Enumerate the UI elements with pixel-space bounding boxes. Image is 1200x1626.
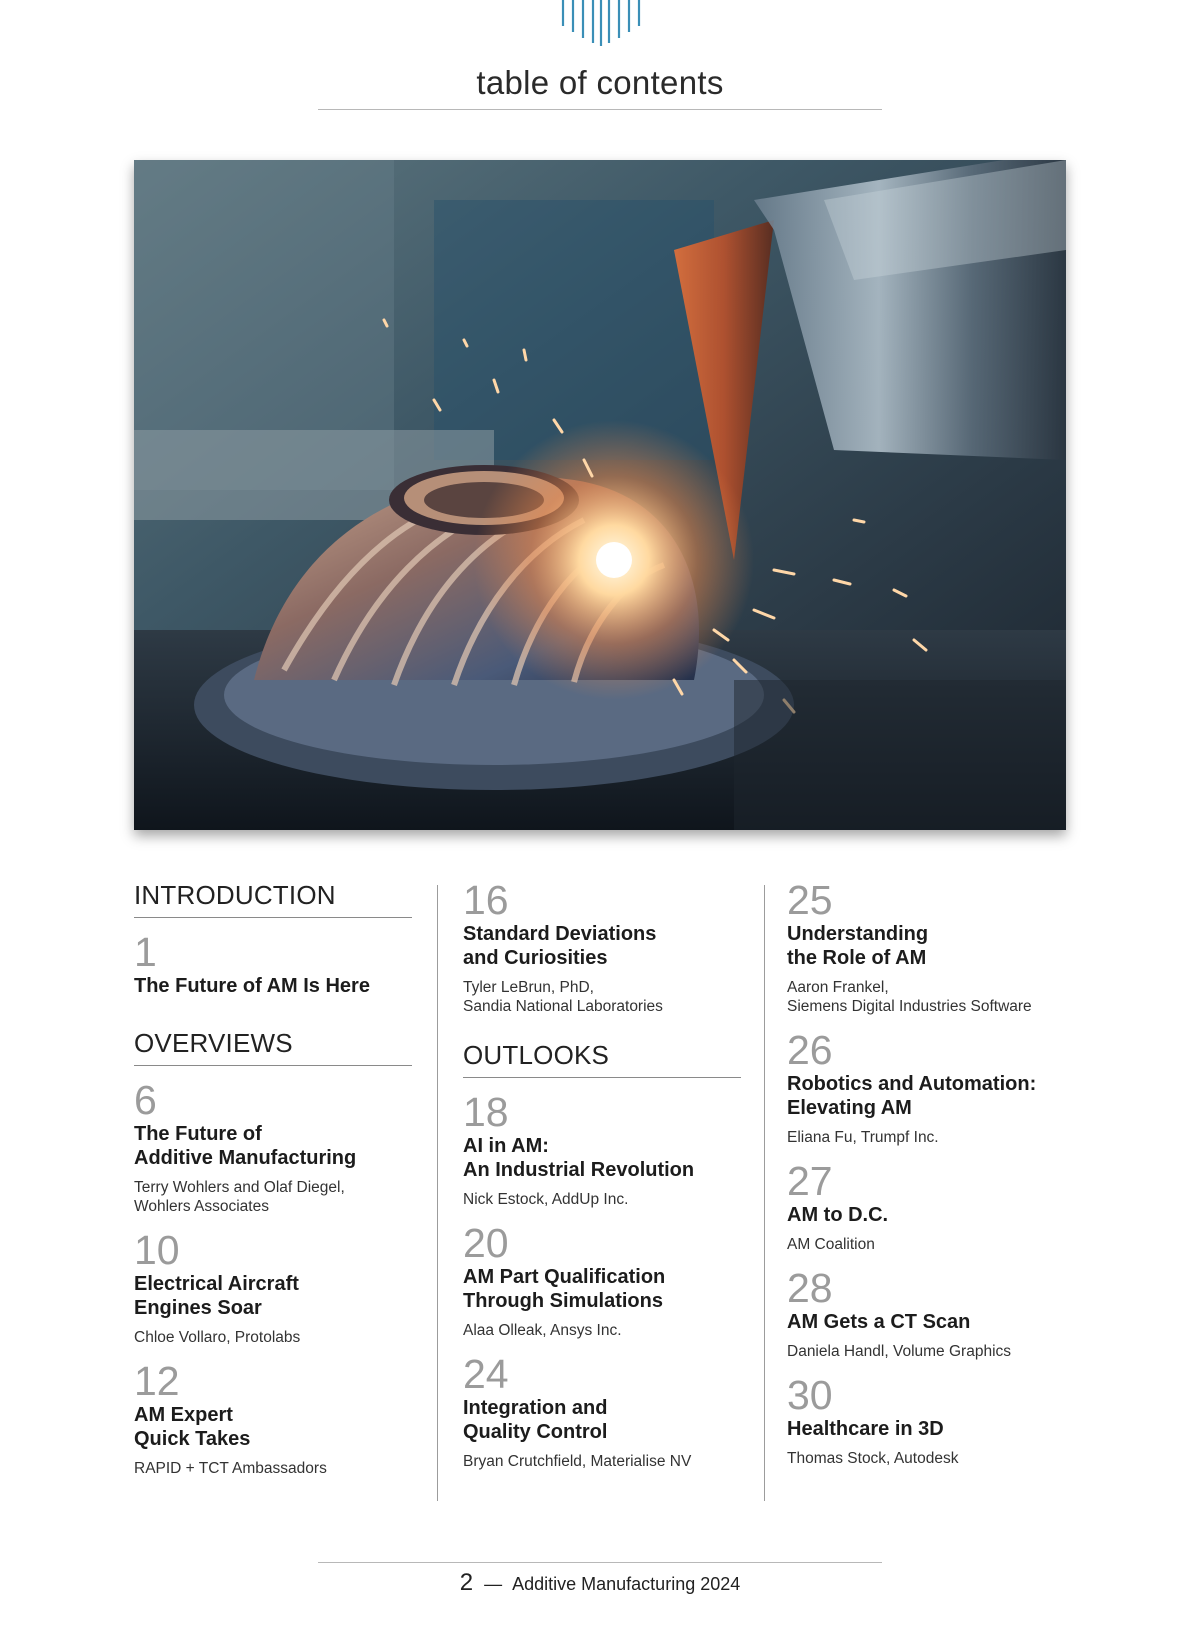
toc-article-title: AM to D.C.: [787, 1204, 889, 1226]
toc-article-author: Nick Estock, AddUp Inc.: [463, 1191, 629, 1208]
toc-article-title: The Future of Additive Manufacturing: [134, 1123, 357, 1169]
toc-entry[interactable]: [787, 1027, 1067, 1147]
section-heading-outlooks: OUTLOOKS: [463, 1040, 741, 1078]
page-title: table of contents: [476, 64, 724, 101]
toc-page-number: 27: [787, 1158, 833, 1204]
toc-article-author: RAPID + TCT Ambassadors: [134, 1460, 327, 1477]
toc-article-author: Eliana Fu, Trumpf Inc.: [787, 1129, 939, 1146]
toc-entry[interactable]: [787, 1158, 1067, 1254]
toc-column-1: [134, 880, 414, 1492]
toc-article-title: Integration and Quality Control: [463, 1397, 608, 1443]
toc-column-2: [463, 877, 743, 1485]
toc-article-author: Terry Wohlers and Olaf Diegel, Wohlers Associates: [134, 1179, 345, 1215]
toc-page-number: 10: [134, 1227, 180, 1273]
toc-article-title: AI in AM: An Industrial Revolution: [463, 1135, 695, 1181]
title-divider: [318, 109, 882, 110]
section-heading-overviews: OVERVIEWS: [134, 1028, 412, 1066]
page-footer: [318, 1569, 882, 1597]
column-divider: [764, 885, 765, 1501]
toc-entry[interactable]: [134, 1227, 414, 1347]
hero-image-metal-printing: [134, 160, 1066, 830]
toc-entry[interactable]: [787, 1372, 1067, 1468]
toc-article-author: Tyler LeBrun, PhD, Sandia National Laboratories: [463, 979, 663, 1015]
column-divider: [437, 885, 438, 1501]
toc-article-title: Standard Deviations and Curiosities: [463, 923, 657, 969]
toc-page-number: 16: [463, 877, 509, 923]
toc-entry[interactable]: [463, 1089, 743, 1209]
toc-article-author: Alaa Olleak, Ansys Inc.: [463, 1322, 622, 1339]
toc-page-number: 30: [787, 1372, 833, 1418]
toc-article-title: Understanding the Role of AM: [787, 923, 929, 969]
toc-article-author: Daniela Handl, Volume Graphics: [787, 1343, 1012, 1360]
toc-page-number: 28: [787, 1265, 833, 1311]
toc-article-title: AM Part Qualification Through Simulations: [463, 1266, 666, 1312]
toc-entry[interactable]: [134, 1358, 414, 1478]
toc-article-author: Thomas Stock, Autodesk: [787, 1450, 959, 1467]
toc-article-author: Bryan Crutchfield, Materialise NV: [463, 1453, 692, 1470]
toc-article-title: AM Gets a CT Scan: [787, 1311, 971, 1333]
toc-entry[interactable]: [463, 1351, 743, 1471]
toc-article-author: Aaron Frankel, Siemens Digital Industries Software: [787, 979, 1032, 1015]
toc-entry[interactable]: [787, 1265, 1067, 1361]
toc-entry[interactable]: [134, 929, 414, 998]
toc-entry[interactable]: [463, 877, 743, 1016]
toc-page-number: 18: [463, 1089, 509, 1135]
toc-article-title: Healthcare in 3D: [787, 1418, 944, 1440]
footer-separator: —: [484, 1574, 503, 1594]
toc-entry[interactable]: [787, 877, 1067, 1016]
section-heading-introduction: INTRODUCTION: [134, 880, 412, 918]
toc-page-number: 25: [787, 877, 833, 923]
toc-page-number: 24: [463, 1351, 509, 1397]
toc-article-author: AM Coalition: [787, 1236, 875, 1253]
toc-article-title: Robotics and Automation: Elevating AM: [787, 1073, 1037, 1119]
toc-article-title: AM Expert Quick Takes: [134, 1404, 251, 1450]
toc-entry[interactable]: [463, 1220, 743, 1340]
toc-entry[interactable]: [134, 1077, 414, 1216]
footer-page-number: 2: [459, 1569, 474, 1596]
toc-page-number: 6: [134, 1077, 157, 1123]
footer-publication-name: Additive Manufacturing 2024: [512, 1574, 741, 1594]
toc-column-3: [787, 877, 1067, 1482]
toc-page-number: 20: [463, 1220, 509, 1266]
toc-article-author: Chloe Vollaro, Protolabs: [134, 1329, 301, 1346]
toc-page-number: 1: [134, 929, 157, 975]
toc-article-title: Electrical Aircraft Engines Soar: [134, 1273, 299, 1319]
footer-divider: [318, 1562, 882, 1563]
toc-page-number: 26: [787, 1027, 833, 1073]
header-stripes-logo: [560, 0, 642, 48]
toc-page-number: 12: [134, 1358, 180, 1404]
toc-article-title: The Future of AM Is Here: [134, 975, 370, 997]
